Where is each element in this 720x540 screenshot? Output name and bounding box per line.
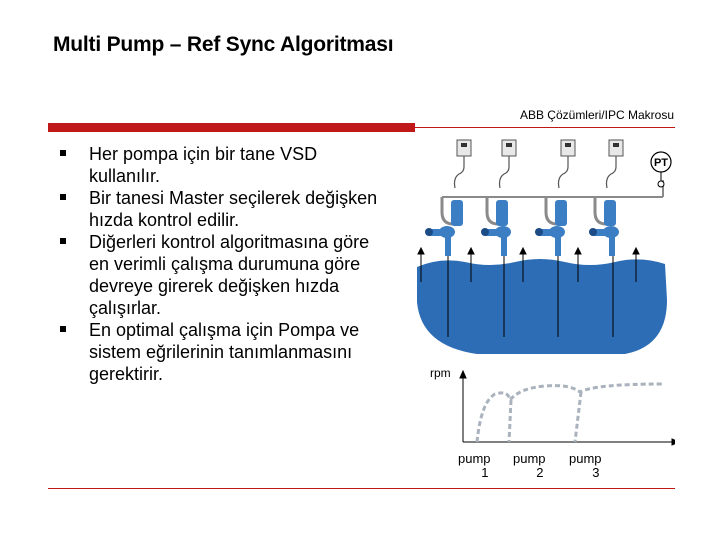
pump-icon	[535, 200, 567, 256]
bullet-item	[58, 143, 388, 187]
slide-title: Multi Pump – Ref Sync Algoritması	[53, 33, 394, 56]
bullet-text: Her pompa için bir tane VSD kullanılır.	[89, 144, 318, 186]
pump-label-number: 2	[536, 465, 544, 480]
bullet-item	[58, 187, 388, 231]
bullet-square-icon	[60, 238, 66, 244]
pump-label	[458, 452, 491, 480]
vsd-drive-icon	[561, 140, 575, 156]
multi-pump-diagram	[415, 132, 675, 462]
pt-label: PT	[653, 157, 669, 169]
pump-label	[569, 452, 602, 480]
bullet-list	[58, 143, 388, 385]
rpm-curves	[477, 384, 663, 442]
bullet-square-icon	[60, 326, 66, 332]
vsd-drive-icon	[502, 140, 516, 156]
bullet-text: En optimal çalışma için Pompa ve sistem eğrilerinin tanımlanmasını gerektirir.	[89, 320, 360, 384]
pressure-transmitter-icon	[651, 152, 671, 187]
pump-label-number: 1	[481, 465, 489, 480]
bullet-text: Bir tanesi Master seçilerek değişken hızda kontrol edilir.	[89, 188, 378, 230]
pump-label-number: 3	[592, 465, 600, 480]
pump-label	[513, 452, 546, 480]
rpm-axis-label: rpm	[430, 366, 451, 380]
vsd-drive-icon	[457, 140, 471, 156]
water-tank	[417, 259, 667, 354]
pump-label-word: pump	[569, 451, 602, 466]
pump-label-word: pump	[513, 451, 546, 466]
pump-label-word: pump	[458, 451, 491, 466]
footer-divider	[48, 488, 675, 489]
title-accent-bar	[48, 123, 415, 132]
bullet-square-icon	[60, 150, 66, 156]
header-divider	[415, 127, 675, 128]
rpm-graph-axes	[460, 371, 675, 445]
bullet-square-icon	[60, 194, 66, 200]
bullet-item	[58, 231, 388, 319]
bullet-item	[58, 319, 388, 385]
vsd-drive-icon	[609, 140, 623, 156]
slide-subtitle: ABB Çözümleri/IPC Makrosu	[519, 108, 674, 122]
pump-icon	[425, 200, 463, 256]
bullet-text: Diğerleri kontrol algoritmasına göre en verimli çalışma durumuna göre devreye girerek değişken hızda çalışırlar.	[89, 232, 370, 318]
